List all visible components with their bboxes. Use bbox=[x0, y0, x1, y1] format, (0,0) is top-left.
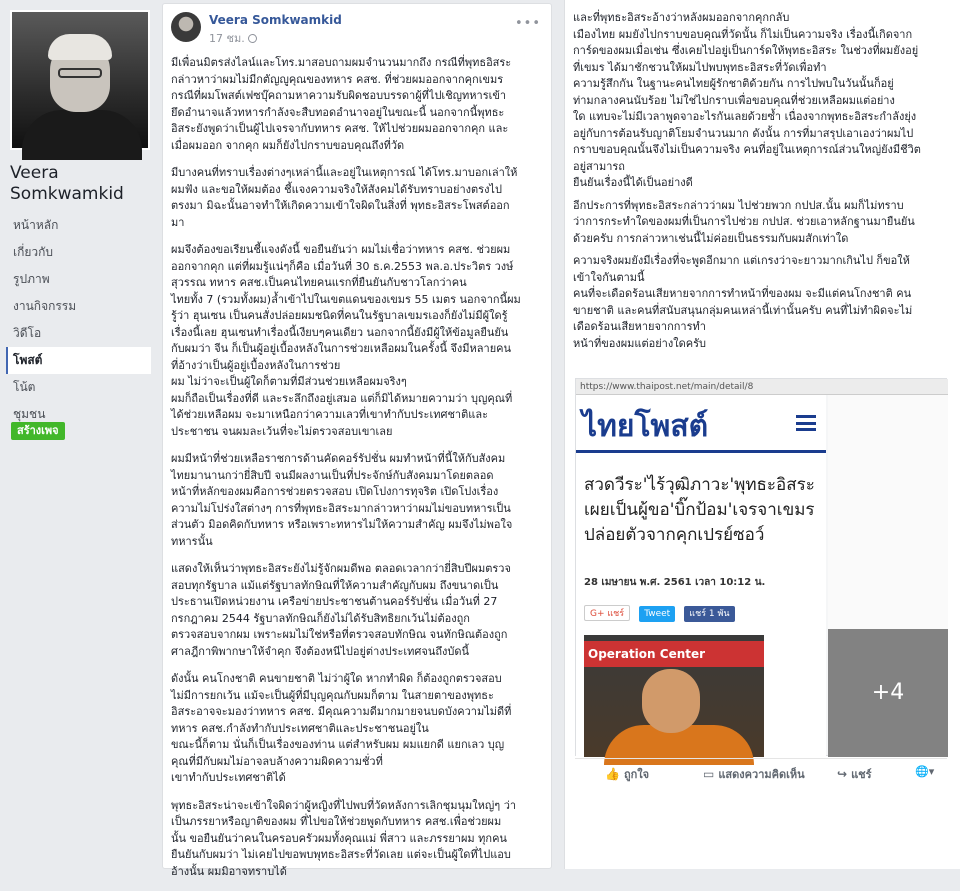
like-button[interactable] bbox=[605, 765, 649, 783]
profile-photo-glasses bbox=[58, 68, 102, 78]
page-nav bbox=[6, 212, 151, 428]
post-card bbox=[162, 3, 552, 878]
nav-item-community[interactable]: ชุมชน bbox=[13, 407, 46, 421]
thumbs-up-icon: 👍 bbox=[605, 767, 620, 781]
site-logo: ไทยโพสต์ bbox=[582, 409, 709, 444]
page-name[interactable]: Veera Somkwamkid bbox=[10, 163, 124, 204]
nav-item-events[interactable]: งานกิจกรรม bbox=[13, 299, 77, 313]
post-paragraph: ผมมีหน้าที่ช่วยเหลือราชการด้านคัดคอร์รัปชั่น ผมทำหน้าที่นี้ให้กับสังคม ไทยมานานกว่ายี่สิบปี จนมีผลงานเป็นที่ประจักษ์กับสังคมมาโดยตลอด หน้าที่หลักของผมคือการช่วยตรวจสอบ เปิดโปงการทุจริต เปิดโปงเรื่อง ความไม่โปร่งใสต่างๆ การที่พุทธะอิสระมากล่าวหาว่าผมไม่ขอบทหารเป็น ส่วนตัว มิอดคิดกับทหาร หรือเพราะทหารไม่ให้ความสำคัญ ผมจึงไม่พอใจ ทหารนั้น bbox=[171, 452, 513, 548]
nav-item-posts[interactable]: โพสต์ bbox=[6, 347, 151, 374]
profile-photo-coat bbox=[22, 110, 142, 160]
article-header bbox=[576, 395, 826, 453]
post-paragraph: ดังนั้น คนโกงชาติ คนขายชาติ ไม่ว่าผู้ใด หากทำผิด ก็ต้องถูกตรวจสอบ ไม่มีการยกเว้น แม้จะเป็นผู้ที่มีบุญคุณกับผมก็ตาม ในสายตาของพุทธะ อิสระอาจจะมองว่าทหาร คสช. มีคุณความดีมากมายจนบดบังความไม่ดีที่ ทหาร คสช.กำลังทำกับประเทศชาติและประชาชนอยู่ใน ขณะนี้ก็ตาม นั่นก็เป็นเรื่องของท่าน แต่สำหรับผม ผมแยกดี แยกเลว บุญ คุณที่มีกับผมไม่อาจลบล้างความผิดความชั่วที่ เขาทำกับประเทศชาติได้ bbox=[171, 672, 512, 784]
share-arrow-icon: ↪ bbox=[837, 767, 848, 781]
comment-label: แสดงความคิดเห็น bbox=[718, 768, 805, 781]
post-paragraph: ความจริงผมยังมีเรื่องที่จะพูดอีกมาก แต่เกรงว่าจะยาวมากเกินไป ก็ขอให้ เข้าใจกันตามนี้ คนที่จะเดือดร้อนเสียหายจากการทำหน้าที่ของผม จะมีแต่คนโกงชาติ คน ขายชาติ และคนที่สนับสนุนกลุ่มคนเหล่านี้เท่านั้นครับ คนที่ไม่ทำผิดจะไม่ เดือดร้อนเสียหายจากการทำ หน้าที่ของผมแต่อย่างใดครับ bbox=[573, 254, 913, 350]
profile-photo-hair bbox=[48, 34, 112, 60]
continuation-body bbox=[573, 10, 953, 358]
photo-banner: Operation Center bbox=[584, 641, 764, 667]
tweet-button: Tweet bbox=[639, 606, 675, 622]
article-date: 28 เมษายน พ.ศ. 2561 เวลา 10:12 น. bbox=[584, 577, 766, 588]
timestamp-text: 17 ชม. bbox=[209, 32, 245, 45]
more-dots-icon[interactable]: ••• bbox=[514, 16, 541, 31]
hamburger-menu-icon bbox=[796, 415, 816, 431]
share-label: แชร์ bbox=[851, 768, 872, 781]
article-share-row bbox=[584, 601, 739, 617]
like-label: ถูกใจ bbox=[623, 768, 650, 781]
link-preview-image[interactable] bbox=[575, 378, 947, 756]
post-timestamp[interactable] bbox=[209, 29, 257, 47]
nav-item-videos[interactable]: วิดีโอ bbox=[13, 326, 42, 340]
facebook-share-button: แชร์ 1 พัน bbox=[684, 606, 734, 622]
comment-icon: ▭ bbox=[703, 767, 715, 781]
page-sidebar bbox=[0, 0, 152, 869]
create-page-button[interactable]: สร้างเพจ bbox=[11, 422, 65, 440]
more-photos-overlay[interactable]: +4 bbox=[828, 629, 948, 757]
comment-button[interactable] bbox=[703, 765, 805, 783]
author-avatar[interactable] bbox=[171, 12, 201, 42]
nav-item-home[interactable]: หน้าหลัก bbox=[13, 218, 59, 232]
browser-url-bar: https://www.thaipost.net/main/detail/8 bbox=[576, 379, 948, 395]
post-paragraph: มีเพื่อนมิตรส่งไลน์และโทร.มาสอบถามผมจำนวนมากถึง กรณีที่พุทธอิสระ กล่าวหาว่าผมไม่มีกตัญญูคุณของทหาร คสช. ที่ช่วยผมออกจากคุกเขมร กรณีที่ผมโพสต์เฟซบุ๊คถามหาความรับผิดชอบบรรดาผู้ที่ไปเชิญทหารเข้า ยึดอำนาจแล้วทหารกำลังจะสืบทอดอำนาจอยู่ในขณะนี้ นอกจากนี้พุทธะ อิสระยังพูดว่าเป็นผู้ไปเจรจากับทหาร คสช. ให้ไปช่วยผมออกจากคุก และ เมื่อผมออก จากคุก ผมก็ยังไปกราบขอบคุณถึงที่วัด bbox=[171, 56, 512, 152]
post-paragraph: มีบางคนที่ทราบเรื่องต่างๆเหล่านี้และอยู่ในเหตุการณ์ ได้โทร.มาบอกเล่าให้ ผมฟัง และขอให้ผมต้อง ชี้แจงความจริงให้สังคมได้รับทราบอย่างตรงไป ตรงมา มิฉะนั้นอาจทำให้เกิดความเข้าใจผิดในสิ่งที่ พุทธะอิสระโพสต์ออก มา bbox=[171, 166, 518, 229]
post-paragraph: และที่พุทธะอิสระอ้างว่าหลังผมออกจากคุกกลับ เมืองไทย ผมยังไปกราบขอบคุณที่วัดนั้น ก็ไม่เป็นความจริง เรื่องนี้เกิดจาก การ์ดของผมเมื่อเช่น ซึ่งเคยไปอยู่เป็นการ์ดให้พุทธะอิสระ ในช่วงที่ผมยังอยู่ ที่เขมร ได้มาชักชวนให้ผมไปพบพุทธะอิสระที่วัดเพื่อทำ ความรู้สึกกัน ในฐานะคนไทยผู้รักชาติด้วยกัน การไปพบในวันนั้นก็อยู่ ท่ามกลางคนนับร้อย ไม่ใช่ไปกราบเพื่อขอบคุณที่ช่วยเหลือผมแต่อย่าง ใด แทบจะไม่มีเวลาพูดจาอะไรกันเลยด้วยซ้ำ เนื่องจากพุทธะอิสระกำลังยุ่ง อยู่กับการต้อนรับญาติโยมจำนวนมาก ดังนั้น การที่มาสรุปเอาเองว่าผมไป กราบขอบคุณนั้นจึงไม่เป็นความจริง คนที่อยู่ในเหตุการณ์ส่วนใหญ่ยังมีชีวิต อยู่สามารถ ยืนยันเรื่องนี้ได้เป็นอย่างดี bbox=[573, 11, 921, 189]
post-paragraph: อีกประการที่พุทธะอิสระกล่าวว่าผม ไปช่วยพวก กปปส.นั้น ผมก็ไม่ทราบ ว่าการกระทำใดของผมที่เป็นการไปช่วย กปปส. ช่วยเอาหลักฐานมายืนยัน ด้วยครับ การกล่าวหาเช่นนี้ไม่ค่อยเป็นธรรมกับผมสักเท่าใด bbox=[573, 198, 915, 245]
post-continuation-card bbox=[564, 0, 960, 869]
monk-head bbox=[642, 669, 700, 733]
post-paragraph: ผมจึงต้องขอเรียนชี้แจงดังนี้ ขอยืนยันว่า ผมไม่เชื่อว่าทหาร คสช. ช่วยผม ออกจากคุก แต่ที่ผมรู้แน่ๆก็คือ เมื่อวันที่ 30 ธ.ค.2553 พล.อ.ประวิตร วงษ์ สุวรรณ ทหาร คสช.เป็นคนไทยคนแรกที่ยืนยันกับชาวโลกว่าคน ไทยทั้ง 7 (รวมทั้งผม)ล้ำเข้าไปในเขตแดนของเขมร 55 เมตร นอกจากนี้ผม รู้ว่า ฮุนเซน เป็นคนสั่งปล่อยผมชนิดที่คนในรัฐบาลเขมรเองก็ยังไม่มีผู้ใดรู้ เรื่องนี้เลย ฮุนเซนทำเรื่องนี้เงียบๆคนเดียว นอกจากนี้ยังมีผู้ให้ข้อมูลยืนยัน กับผมว่า จีน ก็เป็นผู้อยู่เบื้องหลังในการช่วยเหลือผมในครั้งนี้ จึงมีหลายคน ที่อ้างว่าเป็นผู้อยู่เบื้องหลังในการช่วย ผม ไม่ว่าจะเป็นผู้ใดก็ตามที่มีส่วนช่วยเหลือผมจริงๆ ผมก็ถือเป็นเรื่องที่ดี และระลึกถึงอยู่เสมอ แต่ก็มิได้หมายความว่า บุญคุณที่ ได้ช่วยเหลือผม จะมาเหนือกว่าความเลวที่เขาทำกับประเทศชาติและ ประชาชน จนผมละเว้นที่จะไม่ตรวจสอบเขาเลย bbox=[171, 243, 521, 438]
share-button[interactable] bbox=[837, 765, 872, 783]
author-name[interactable]: Veera Somkwamkid bbox=[209, 13, 342, 27]
nav-item-about[interactable]: เกี่ยวกับ bbox=[13, 245, 54, 259]
post-paragraph: แสดงให้เห็นว่าพุทธะอิสระยังไม่รู้จักผมดีพอ ตลอดเวลากว่ายี่สิบปีผมตรวจ สอบทุกรัฐบาล แม้แต่รัฐบาลทักษิณที่ให้ความสำคัญกับผม ถึงขนาดเป็น ประธานเปิดหน่วยงาน เครือข่ายประชาชนต้านคอร์รัปชั่น เมื่อวันที่ 27 กรกฎาคม 2544 รัฐบาลทักษิณก็ยังไม่ได้รับสิทธิยกเว้นไม่ต้องถูก ตรวจสอบจากผม เพราะผมไม่ใช่หรือที่ตรวจสอบทักษิณ จนทักษิณต้องถูก ศาลฎีกาพิพากษาให้จำคุก จึงต้องหนีไปอยู่ต่างประเทศจนถึงบัดนี้ bbox=[171, 562, 511, 658]
post-action-bar bbox=[575, 758, 947, 784]
post-header bbox=[171, 12, 541, 44]
gplus-share-button: G+ แชร์ bbox=[584, 605, 630, 621]
nav-item-photos[interactable]: รูปภาพ bbox=[13, 272, 50, 286]
reaction-selector[interactable] bbox=[915, 765, 934, 778]
nav-item-notes[interactable]: โน้ต bbox=[13, 380, 36, 394]
post-body bbox=[171, 55, 543, 891]
globe-icon bbox=[248, 34, 257, 43]
article-headline: สวดวีระ'ไร้วุฒิภาวะ'พุทธะอิสระเผยเป็นผู้ขอ'บิ๊กป้อม'เจรจาเขมรปล่อยตัวจากคุกเปรย์ซอว์ bbox=[584, 475, 815, 545]
article-photo bbox=[584, 635, 764, 757]
profile-photo[interactable] bbox=[10, 10, 150, 150]
post-paragraph: พุทธะอิสระน่าจะเข้าใจผิดว่าผู้หญิงที่ไปพบที่วัดหลังการเลิกชุมนุมใหญ่ๆ ว่า เป็นภรรยาหรือญาติของผม ที่ไปขอให้ช่วยพูดกับทหาร คสช.เพื่อช่วยผม นั้น ขอยืนยันว่าคนในครอบครัวผมทั้งคุณแม่ พี่สาว และภรรยาผม ทุกคน ยืนยันกับผมว่า ไม่เคยไปขอพบพุทธะอิสระที่วัดเลย แต่จะเป็นผู้ใดที่ไปแอบ อ้างนั้น ผมมิอาจทราบได้ bbox=[171, 798, 517, 878]
article-screenshot bbox=[576, 395, 826, 757]
globe-dropdown-icon: 🌐▾ bbox=[915, 765, 935, 778]
